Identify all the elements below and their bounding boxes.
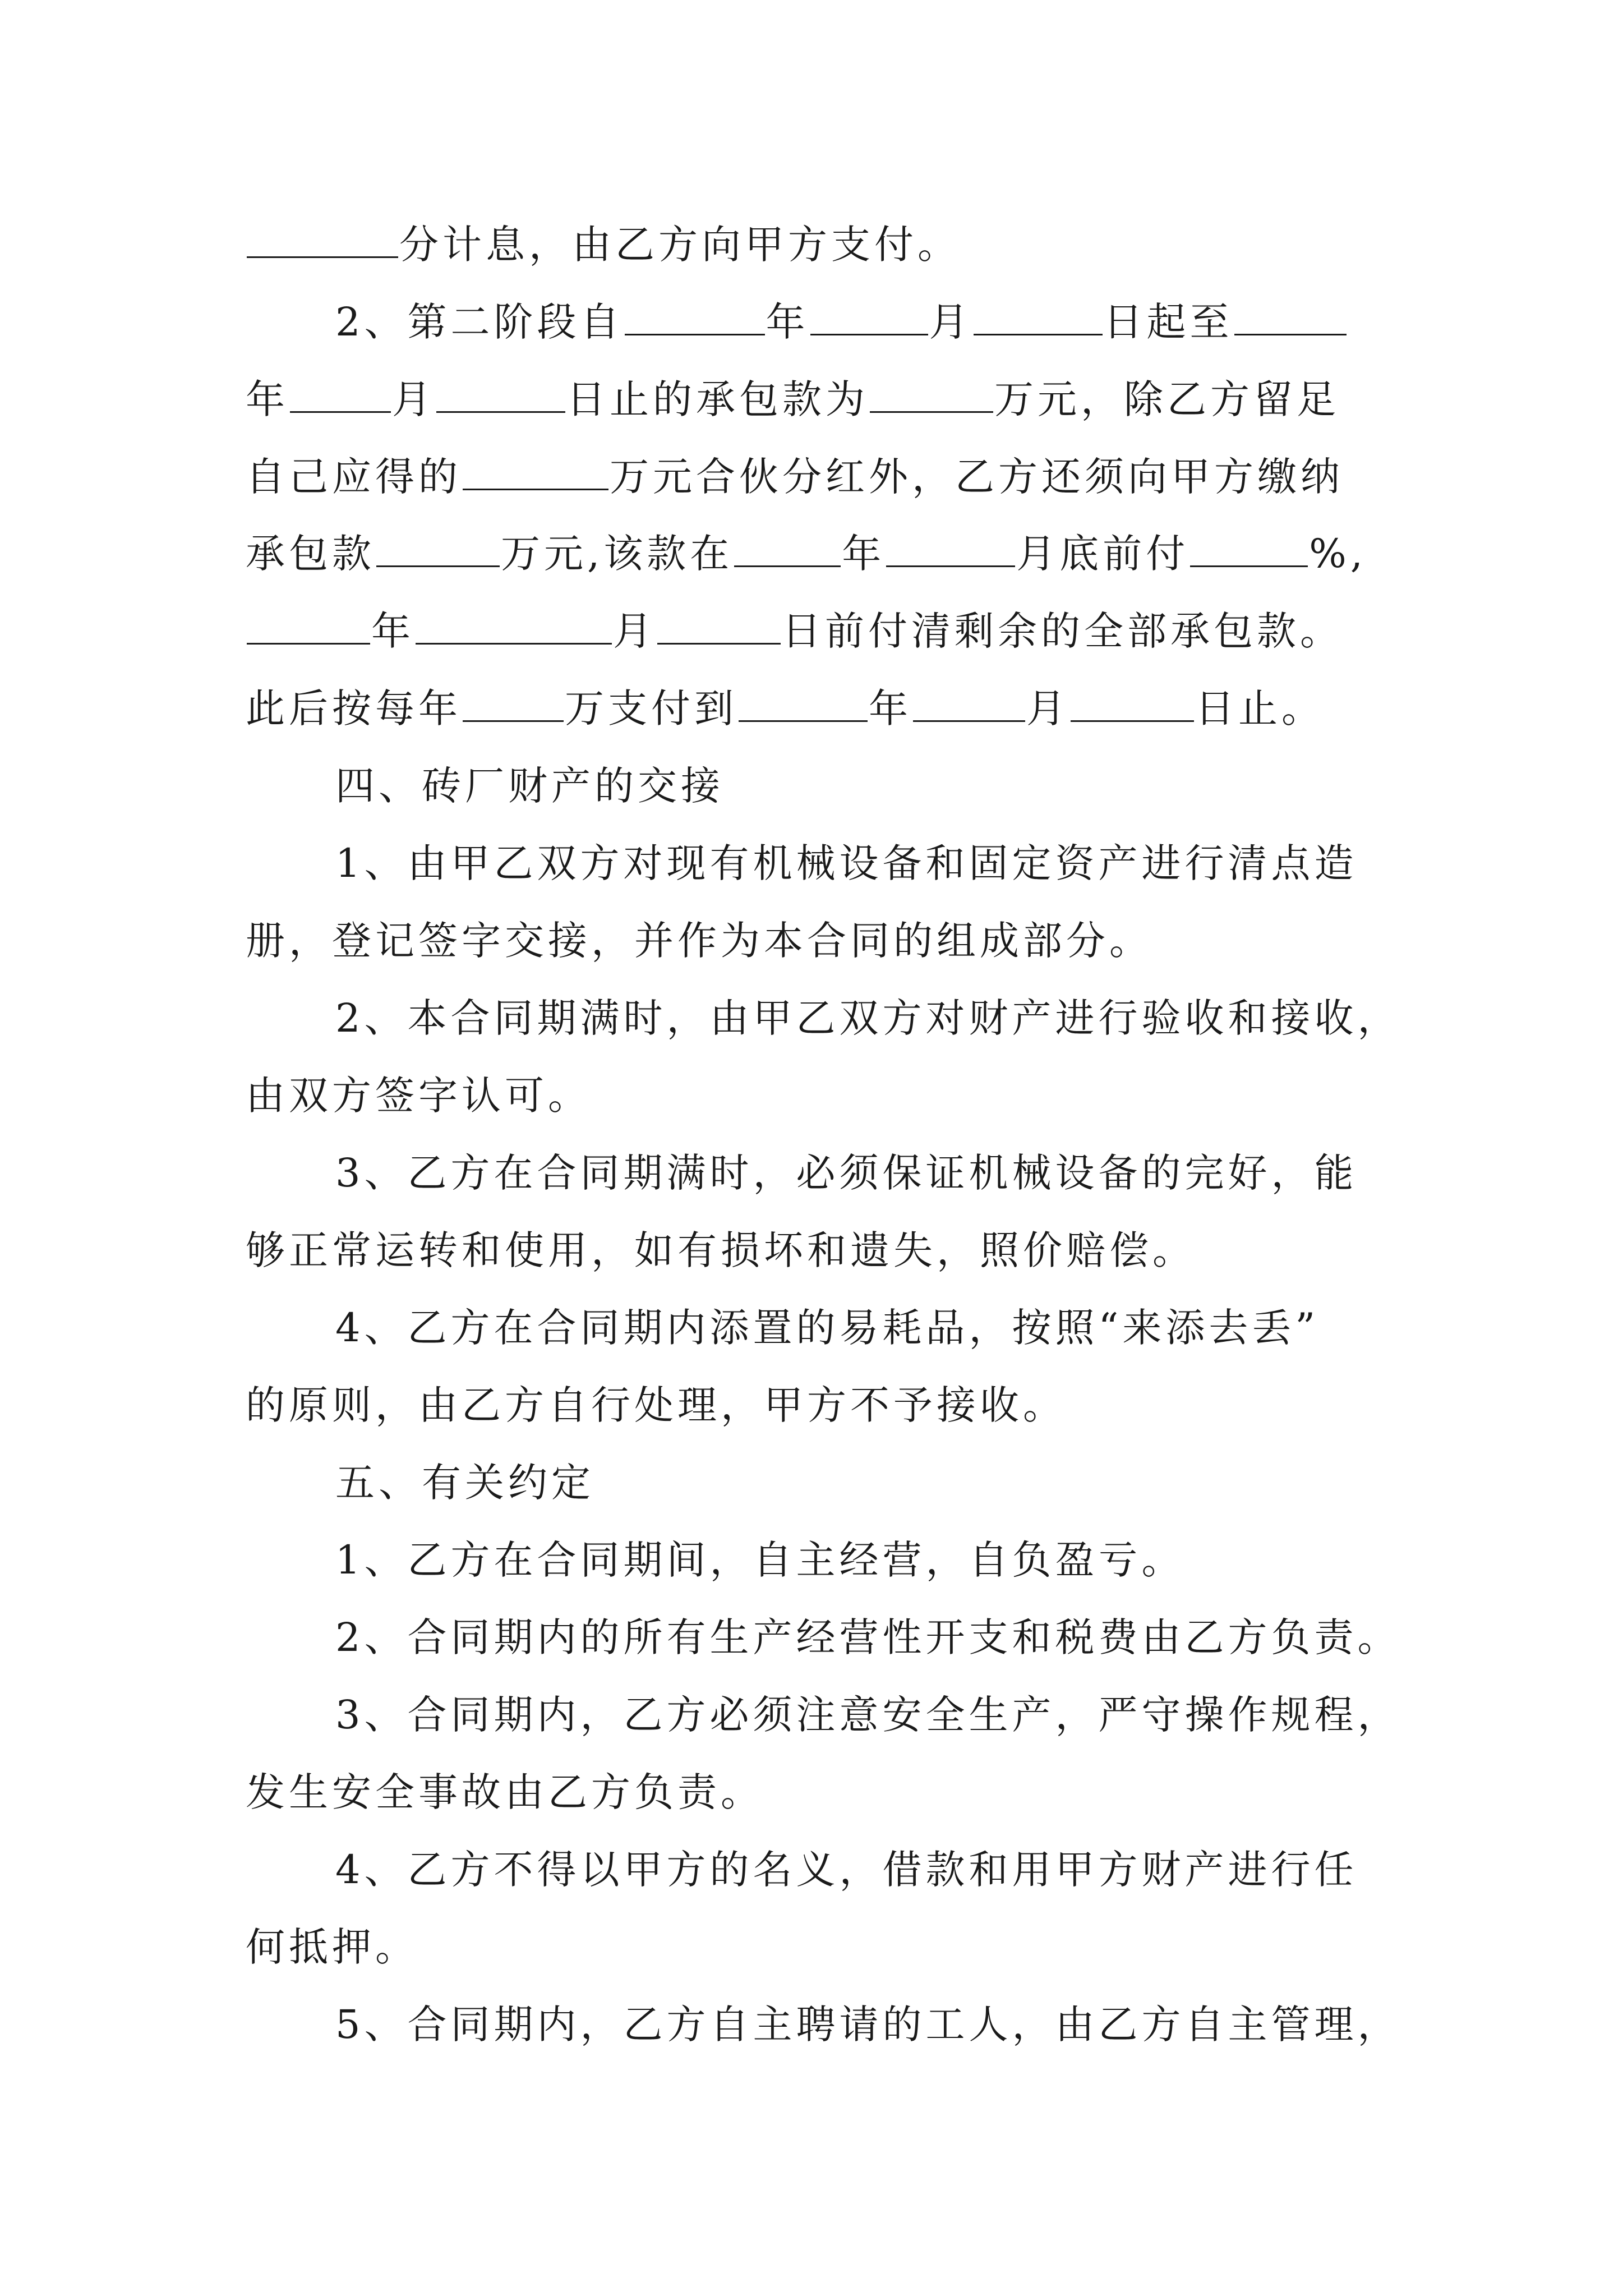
text-line <box>246 443 1344 510</box>
line-text: 此后按每年 <box>246 685 462 731</box>
line-text: 年 <box>246 376 289 422</box>
line-text: 5、合同期内，乙方自主聘请的工人，由乙方自主管理， <box>335 2001 1401 2047</box>
line-text: 4、乙方不得以甲方的名义，借款和用甲方财产进行任 <box>335 1847 1358 1893</box>
line-text: 发生安全事故由乙方负责。 <box>246 1769 764 1815</box>
fill-in-blank[interactable] <box>290 374 391 413</box>
line-text: 四、砖厂财产的交接 <box>335 763 724 809</box>
line-text: 3、乙方在合同期满时，必须保证机械设备的完好，能 <box>335 1150 1358 1196</box>
text-line <box>246 1372 1066 1439</box>
text-line <box>246 597 1343 665</box>
line-text: 年 <box>766 299 809 345</box>
line-text: 日前付清剩余的全部承包款。 <box>782 608 1343 654</box>
line-text: 年 <box>371 608 414 654</box>
fill-in-blank[interactable] <box>657 606 781 645</box>
text-line <box>335 1836 1358 1903</box>
fill-in-blank[interactable] <box>376 528 500 567</box>
fill-in-blank[interactable] <box>1234 297 1347 335</box>
text-line <box>246 907 1152 974</box>
text-line <box>335 1681 1401 1749</box>
fill-in-blank[interactable] <box>1190 528 1308 567</box>
fill-in-blank[interactable] <box>974 297 1103 335</box>
fill-in-blank[interactable] <box>416 606 612 645</box>
fill-in-blank[interactable] <box>810 297 928 335</box>
line-text: 五、有关约定 <box>335 1460 594 1506</box>
fill-in-blank[interactable] <box>870 374 993 413</box>
fill-in-blank[interactable] <box>436 374 565 413</box>
line-text: 的原则，由乙方自行处理，甲方不予接收。 <box>246 1382 1066 1428</box>
line-text: 万支付到 <box>565 685 737 731</box>
line-text: 由双方签字认可。 <box>246 1073 591 1119</box>
line-text: 月 <box>613 608 656 654</box>
text-line <box>335 1139 1358 1207</box>
text-line <box>246 520 1367 587</box>
line-text: 承包款 <box>246 531 375 577</box>
fill-in-blank[interactable] <box>463 452 608 490</box>
line-text: 月 <box>392 376 435 422</box>
line-text: 册，登记签字交接，并作为本合同的组成部分。 <box>246 918 1152 964</box>
line-text: 够正常运转和使用，如有损坏和遗失，照价赔偿。 <box>246 1227 1196 1273</box>
text-line <box>335 984 1401 1052</box>
text-line <box>246 211 961 278</box>
line-text: 月 <box>929 299 972 345</box>
line-text: 1、由甲乙双方对现有机械设备和固定资产进行清点造 <box>335 840 1358 886</box>
fill-in-blank[interactable] <box>463 683 564 722</box>
line-text: 何抵押。 <box>246 1924 418 1970</box>
fill-in-blank[interactable] <box>739 683 868 722</box>
text-line <box>246 1217 1196 1284</box>
fill-in-blank[interactable] <box>247 219 398 258</box>
text-line <box>335 288 1348 356</box>
fill-in-blank[interactable] <box>734 528 841 567</box>
line-text: %, <box>1309 531 1367 577</box>
line-text: 4、乙方在合同期内添置的易耗品，按照“来添去丢” <box>335 1305 1320 1351</box>
text-line <box>335 1991 1401 2058</box>
line-text: 日起至 <box>1103 299 1233 345</box>
line-text: 自己应得的 <box>246 454 462 500</box>
section-heading <box>335 1449 594 1516</box>
text-line <box>246 1062 591 1129</box>
line-text: 2、第二阶段自 <box>335 299 624 345</box>
text-line <box>335 1526 1185 1594</box>
line-text: 万元，除乙方留足 <box>994 376 1340 422</box>
text-line <box>335 830 1358 897</box>
text-line <box>246 366 1340 433</box>
text-line <box>335 1294 1319 1361</box>
line-text: 日止的承包款为 <box>566 376 869 422</box>
line-text: 年 <box>869 685 912 731</box>
text-line <box>246 675 1325 742</box>
fill-in-blank[interactable] <box>625 297 765 335</box>
line-text: 月底前付 <box>1016 531 1189 577</box>
line-text: 日止。 <box>1195 685 1325 731</box>
text-line <box>246 1759 764 1826</box>
line-text: 3、合同期内，乙方必须注意安全生产，严守操作规程， <box>335 1692 1401 1738</box>
line-text: 万元合伙分红外，乙方还须向甲方缴纳 <box>610 454 1344 500</box>
line-text: 年 <box>842 531 886 577</box>
fill-in-blank[interactable] <box>886 528 1015 567</box>
line-text: 2、合同期内的所有生产经营性开支和税费由乙方负责。 <box>335 1614 1401 1660</box>
fill-in-blank[interactable] <box>247 606 370 645</box>
line-text: 1、乙方在合同期间，自主经营，自负盈亏。 <box>335 1537 1185 1583</box>
line-text: 月 <box>1026 685 1069 731</box>
text-line <box>246 1913 418 1981</box>
fill-in-blank[interactable] <box>1071 683 1194 722</box>
fill-in-blank[interactable] <box>913 683 1025 722</box>
line-text: 分计息，由乙方向甲方支付。 <box>399 222 961 268</box>
line-text: 2、本合同期满时，由甲乙双方对财产进行验收和接收， <box>335 995 1401 1041</box>
line-text: 万元,该款在 <box>501 531 734 577</box>
text-line <box>335 1604 1401 1671</box>
section-heading <box>335 752 724 820</box>
